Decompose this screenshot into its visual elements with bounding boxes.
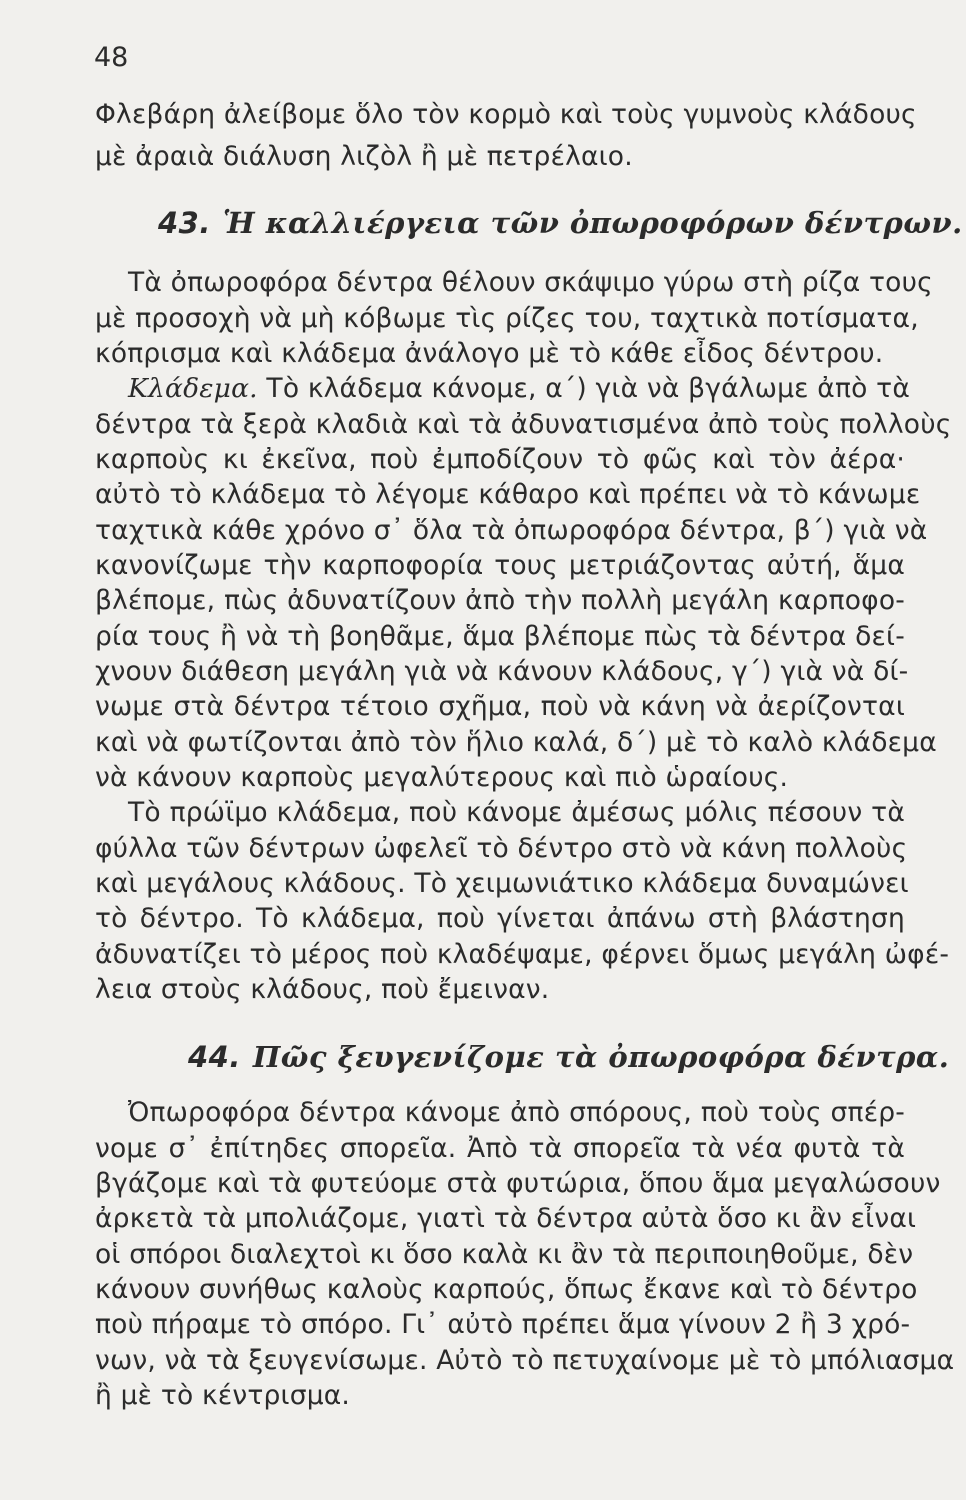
s43-p1-line-1: Τὰ ὀπωροφόρα δέντρα θέλουν σκάψιμο γύρω στὴ ρίζα τους	[128, 267, 933, 298]
s44-line-4: ἀρκετὰ τὰ μπολιάζομε, γιατὶ τὰ δέντρα αὐτὰ ὅσο κι ἂν εἶναι	[95, 1203, 917, 1234]
s43-kladema-line	[128, 372, 910, 406]
s43-p2-line-4: ταχτικὰ κάθε χρόνο σ᾽ ὅλα τὰ ὀπωροφόρα δέντρα, β΄) γιὰ νὰ	[95, 515, 928, 546]
section-44-heading	[188, 1040, 949, 1074]
s43-p2-line-6: βλέπομε, πὼς ἀδυνατίζουν ἀπὸ τὴν πολλὴ μεγάλη καρποφο-	[95, 585, 905, 616]
kladema-first-rest: Τὸ κλάδεμα κάνομε, α΄) γιὰ νὰ βγάλωμε ἀπὸ τὰ	[257, 373, 910, 404]
s43-p2-line-7: ρία τους ἢ νὰ τὴ βοηθᾶμε, ἅμα βλέπομε πὼς τὰ δέντρα δεί-	[95, 621, 905, 652]
section-43-number: 43.	[158, 206, 211, 240]
s43-p3-line-1: Τὸ πρώϊμο κλάδεμα, ποὺ κάνομε ἀμέσως μόλις πέσουν τὰ	[128, 797, 905, 828]
s43-p3-line-3: καὶ μεγάλους κλάδους. Τὸ χειμωνιάτικο κλάδεμα δυναμώνει	[95, 868, 909, 899]
kladema-label: Κλάδεμα.	[128, 373, 258, 404]
s43-p2-line-3: αὐτὸ τὸ κλάδεμα τὸ λέγομε κάθαρο καὶ πρέπει νὰ τὸ κάνωμε	[95, 479, 921, 510]
s43-p3-line-6: λεια στοὺς κλάδους, ποὺ ἔμειναν.	[95, 974, 550, 1005]
s43-p2-line-5: κανονίζωμε τὴν καρποφορία τους μετριάζοντας αὐτή, ἅμα	[95, 550, 905, 581]
s44-line-9: ἢ μὲ τὸ κέντρισμα.	[95, 1380, 351, 1411]
s43-p3-line-2: φύλλα τῶν δέντρων ὠφελεῖ τὸ δέντρο στὸ νὰ κάνη πολλοὺς	[95, 833, 908, 864]
s43-p2-line-9: νωμε στὰ δέντρα τέτοιο σχῆμα, ποὺ νὰ κάνη νὰ ἀερίζονται	[95, 691, 905, 722]
intro-line-1: Φλεβάρη ἀλείβομε ὅλο τὸν κορμὸ καὶ τοὺς γυμνοὺς κλάδους	[95, 99, 917, 130]
page-number: 48	[94, 42, 129, 73]
s44-line-8: νων, νὰ τὰ ξευγενίσωμε. Αὐτὸ τὸ πετυχαίνομε μὲ τὸ μπόλιασμα	[95, 1345, 955, 1376]
s43-p2-line-8: χνουν διάθεση μεγάλη γιὰ νὰ κάνουν κλάδους, γ΄) γιὰ νὰ δί-	[95, 656, 909, 687]
s44-line-3: βγάζομε καὶ τὰ φυτεύομε στὰ φυτώρια, ὅπου ἅμα μεγαλώσουν	[95, 1168, 941, 1199]
intro-line-2: μὲ ἀραιὰ διάλυση λιζὸλ ἢ μὲ πετρέλαιο.	[95, 141, 633, 172]
s43-p3-line-4: τὸ δέντρο. Τὸ κλάδεμα, ποὺ γίνεται ἀπάνω στὴ βλάστηση	[95, 903, 905, 934]
section-43-heading	[158, 206, 963, 240]
s44-line-7: ποὺ πήραμε τὸ σπόρο. Γι᾽ αὐτὸ πρέπει ἅμα γίνουν 2 ἢ 3 χρό-	[95, 1309, 911, 1340]
s44-line-6: κάνουν συνήθως καλοὺς καρπούς, ὅπως ἔκανε καὶ τὸ δέντρο	[95, 1274, 918, 1305]
s43-p1-line-2: μὲ προσοχὴ νὰ μὴ κόβωμε τὶς ρίζες του, ταχτικὰ ποτίσματα,	[95, 303, 919, 334]
s43-p2-line-11: νὰ κάνουν καρποὺς μεγαλύτερους καὶ πιὸ ὡραίους.	[95, 762, 789, 793]
section-44-number: 44.	[188, 1040, 241, 1074]
s44-line-5: οἱ σπόροι διαλεχτοὶ κι ὅσο καλὰ κι ἂν τὰ περιποιηθοῦμε, δὲν	[95, 1239, 914, 1270]
s44-line-2: νομε σ᾽ ἐπίτηδες σπορεῖα. Ἀπὸ τὰ σπορεῖα τὰ νέα φυτὰ τὰ	[95, 1133, 905, 1164]
s43-p3-line-5: ἀδυνατίζει τὸ μέρος ποὺ κλαδέψαμε, φέρνει ὅμως μεγάλη ὠφέ-	[95, 939, 950, 970]
s43-p1-line-3: κόπρισμα καὶ κλάδεμα ἀνάλογο μὲ τὸ κάθε εἶδος δέντρου.	[95, 338, 884, 369]
s43-p2-line-10: καὶ νὰ φωτίζονται ἀπὸ τὸν ἥλιο καλά, δ΄) μὲ τὸ καλὸ κλάδεμα	[95, 727, 937, 758]
section-44-title: Πῶς ξευγενίζομε τὰ ὀπωροφόρα δέντρα.	[252, 1040, 950, 1074]
s43-p2-line-1: δέντρα τὰ ξερὰ κλαδιὰ καὶ τὰ ἀδυνατισμένα ἀπὸ τοὺς πολλοὺς	[95, 409, 952, 440]
s44-line-1: Ὀπωροφόρα δέντρα κάνομε ἀπὸ σπόρους, ποὺ τοὺς σπέρ-	[128, 1097, 905, 1128]
section-43-title: Ἡ καλλιέργεια τῶν ὀπωροφόρων δέντρων.	[222, 206, 963, 240]
s43-p2-line-2: καρποὺς κι ἐκεῖνα, ποὺ ἐμποδίζουν τὸ φῶς καὶ τὸν ἀέρα·	[95, 444, 905, 475]
